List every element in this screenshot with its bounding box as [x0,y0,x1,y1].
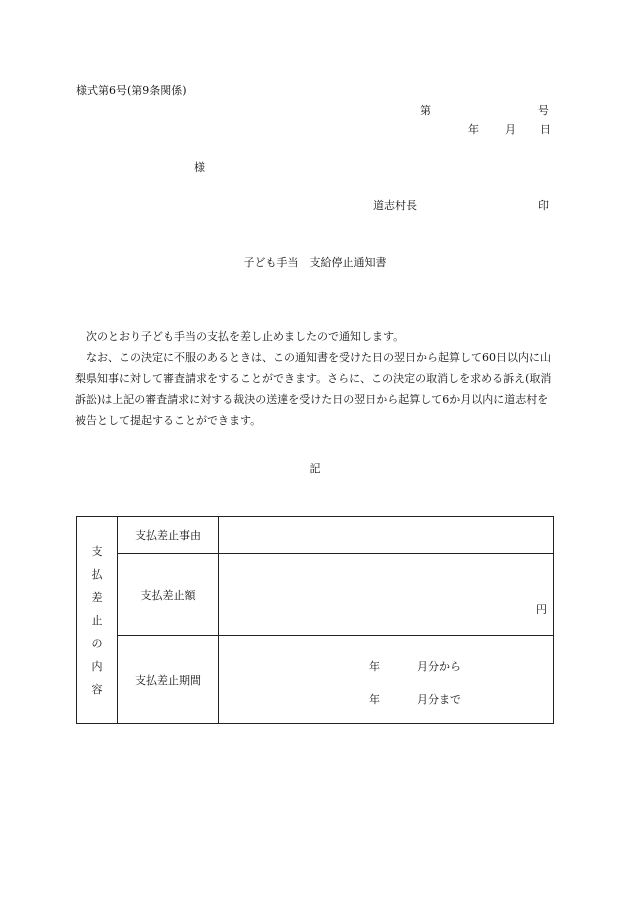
detail-table [76,516,554,724]
form-number: 様式第6号(第9条関係) [76,84,187,97]
doc-number-prefix: 第 [420,104,431,117]
side-char: の [91,636,103,650]
side-char: 差 [91,590,103,604]
period-to-month: 月分まで [417,693,461,706]
ki-heading: 記 [309,462,321,475]
period-value-cell [219,636,554,724]
side-char: 止 [91,613,103,627]
amount-unit: 円 [536,603,547,616]
body-paragraph-2: なお、この決定に不服のあるときは、この通知書を受けた日の翌日から起算して60日以内に山梨県知事に対して審査請求をすることができます。さらに、この決定の取消しを求める訴え(取消訴訟)は上記の審査請求に対する裁決の送達を受けた日の翌日から起算して6か月以内に道志村を被告として提起することができます。 [75,351,552,427]
date-day: 日 [540,123,551,136]
period-label: 支払差止期間 [118,636,219,724]
body-text [75,326,555,431]
body-paragraph-1: 次のとおり子ども手当の支払を差し止めましたので通知します。 [86,330,405,343]
side-char: 支 [91,544,103,558]
issuer-name: 道志村長 [373,199,417,212]
doc-number-suffix: 号 [538,104,549,117]
date-year: 年 [468,123,479,136]
reason-label: 支払差止事由 [118,517,219,554]
period-from-year: 年 [369,660,380,673]
amount-value-cell [219,554,554,636]
date-month: 月 [505,123,516,136]
seal-mark: 印 [538,199,549,212]
side-char: 内 [91,659,103,673]
side-label [77,517,118,724]
period-to-year: 年 [369,693,380,706]
reason-value-cell [219,517,554,554]
side-char: 払 [91,567,103,581]
amount-label: 支払差止額 [118,554,219,636]
addressee-suffix: 様 [194,161,205,174]
side-char: 容 [91,682,103,696]
period-from-month: 月分から [417,660,461,673]
document-title: 子ども手当 支給停止通知書 [243,256,387,269]
